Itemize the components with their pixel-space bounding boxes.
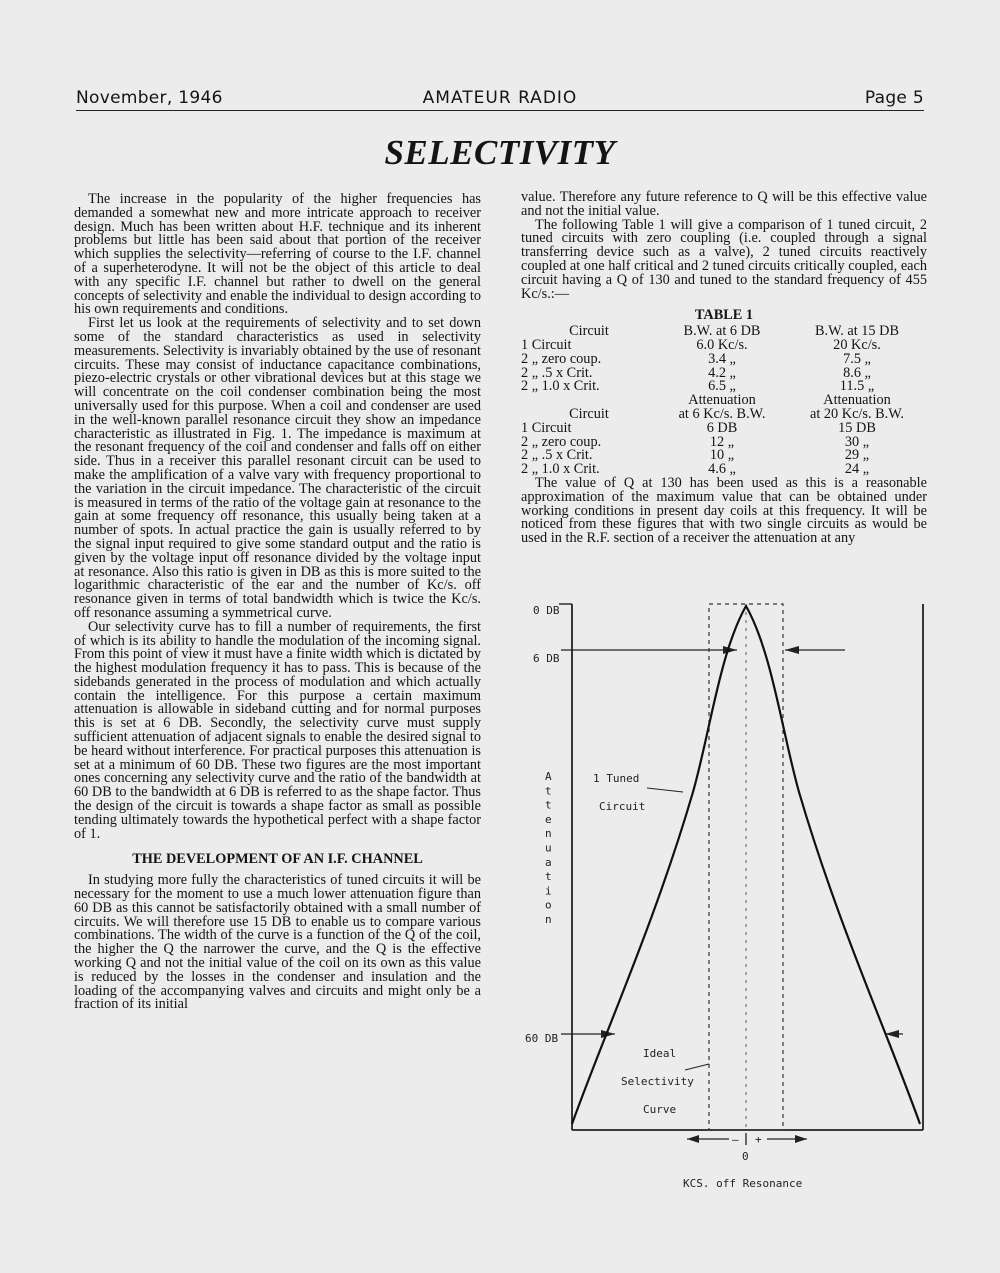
- arrow-head: [723, 646, 737, 654]
- y-axis-letter: t: [545, 870, 552, 884]
- paragraph: The value of Q at 130 has been used as this is a reasonable approximation of the maximum value that can be obtained under working conditions in present day coils at this frequency. It will be noticed from these figures that with two single circuits as would be used in the R.F. section of a receiver the attenuation at any: [521, 474, 927, 547]
- table-header-cell: Attenuation: [823, 392, 891, 409]
- comparison-table: [521, 325, 927, 477]
- table-header-cell: at 6 Kc/s. B.W.: [678, 405, 766, 422]
- y-axis-letter: n: [545, 827, 552, 841]
- table-cell: 10 „: [709, 447, 735, 464]
- table-cell: 12 „: [709, 433, 735, 450]
- table-cell: 2 „ zero coup.: [521, 433, 602, 450]
- selectivity-figure: [515, 592, 935, 1192]
- table-header-cell: B.W. at 6 DB: [683, 323, 761, 340]
- table-cell: 8.6 „: [843, 364, 871, 381]
- table-header-cell: B.W. at 15 DB: [814, 323, 900, 340]
- paragraph: value. Therefore any future reference to Q will be this effective value and not the initial value.: [521, 189, 927, 219]
- y-axis-letter: t: [545, 798, 552, 812]
- table-cell: 1 Circuit: [521, 419, 572, 436]
- label-60db: 60 DB: [525, 1032, 559, 1045]
- table-cell: 29 „: [844, 447, 870, 464]
- table-header-cell: at 20 Kc/s. B.W.: [810, 405, 904, 422]
- left-column: [74, 193, 481, 1012]
- table-cell: 2 „ 1.0 x Crit.: [521, 461, 600, 478]
- table-cell: 15 DB: [838, 419, 876, 436]
- table-cell: 6 DB: [706, 419, 738, 436]
- table-cell: 1 Circuit: [521, 336, 572, 353]
- ideal-selectivity-box: [709, 604, 783, 1130]
- y-axis-letter: o: [545, 898, 552, 912]
- curve-label-leader: [647, 788, 683, 792]
- y-axis-label: [545, 770, 552, 926]
- table-cell: 24 „: [844, 461, 870, 478]
- table-cell: 2 „ .5 x Crit.: [521, 447, 593, 464]
- table-cell: 2 „ .5 x Crit.: [521, 364, 593, 381]
- issue-date: November, 1946: [76, 88, 223, 108]
- y-axis-letter: e: [545, 812, 552, 826]
- ideal-label-line-3: Curve: [643, 1103, 677, 1116]
- magazine-name: AMATEUR RADIO: [422, 88, 578, 108]
- curve-label-line-1: 1 Tuned: [593, 772, 640, 785]
- y-axis-letter: n: [545, 913, 552, 926]
- curve-label-line-2: Circuit: [599, 800, 646, 813]
- arrow-head: [795, 1135, 807, 1143]
- table-header-cell: Circuit: [569, 323, 609, 340]
- zero-label: 0: [742, 1150, 749, 1163]
- ideal-label-leader: [685, 1064, 709, 1070]
- article-title: SELECTIVITY: [384, 133, 616, 172]
- x-axis-label: KCS. off Resonance: [683, 1177, 803, 1190]
- table-cell: 2 „ 1.0 x Crit.: [521, 378, 600, 395]
- paragraph: In studying more fully the characteristics of tuned circuits it will be necessary for the moment to use a much lower attenuation figure than 60 DB as this cannot be satisfactorily obtained with a small number of circuits. We will therefore use 15 DB to enable us to compare various combinations. The width of the curve is a function of the Q of the coil, the higher the Q the narrower the curve, and the Q is the effective working Q and not the initial value of the coil on its own as this value is reduced by the losses in the condenser and insulation and the loading of the accompanying valves and circuits and might only be a fraction of its initial: [74, 872, 481, 1013]
- paragraph: First let us look at the requirements of selectivity and to set down some of the standard characteristics as used in selectivity measurements. Selectivity is invariably obtained by the use of resonant circuits. These may consist of inductance capacitance combinations, piezo-electric crystals or other vibrational devices but at this stage we will concentrate on the coil condenser combination being the most universally used for this purpose. When a coil and condenser are used in the well-known parallel resonance circuit they show an impedance characteristic as illustrated in Fig. 1. The impedance is maximum at the resonant frequency of the coil and condenser and falls off on either side. Thus in a receiver this parallel resonant circuit can be used to make the amplification of a valve vary with frequency proportional to the variation in the circuit impedance. The characteristic of the circuit is measured in terms of the ratio of the voltage gain at resonance to the gain at some frequency off resonance, this usually being taken at a number of spots. In actual practice the gain is usually referred to by the signal input required to give some standard output and the ratio is given by the voltage input off resonance divided by the voltage input at resonance. Also this ratio is given in DB as this is more suited to the logarithmic characteristic of the ear and the number of Kc/s. off resonance given in terms of total bandwidth which is twice the Kc/s. off resonance assuming a symmetrical curve.: [74, 315, 481, 621]
- table-cell: 11.5 „: [839, 378, 875, 395]
- minus-sign: —: [732, 1133, 739, 1146]
- y-axis-letter: t: [545, 784, 552, 798]
- y-axis-letter: A: [545, 770, 552, 783]
- ideal-label-line-2: Selectivity: [621, 1075, 694, 1088]
- table-cell: 6.0 Kc/s.: [696, 336, 748, 353]
- section-heading: THE DEVELOPMENT OF AN I.F. CHANNEL: [132, 851, 423, 868]
- paragraph: The following Table 1 will give a comparison of 1 tuned circuit, 2 tuned circuits with zero coupling (i.e. coupled through a signal transferring device such as a valve), 2 tuned circuits reactively coupled at one half critical and 2 tuned circuits critically coupled, each circuit having a Q of 130 and tuned to the standard frequency of 455 Kc/s.:—: [521, 216, 927, 302]
- y-axis-letter: u: [545, 841, 552, 855]
- arrow-head: [687, 1135, 699, 1143]
- page-number: Page 5: [864, 88, 924, 108]
- table-cell: 20 Kc/s.: [833, 336, 881, 353]
- table-cell: 4.6 „: [708, 461, 736, 478]
- table-cell: 3.4 „: [708, 350, 736, 367]
- y-axis-letter: a: [545, 855, 552, 869]
- table-cell: 2 „ zero coup.: [521, 350, 602, 367]
- table-cell: 7.5 „: [843, 350, 871, 367]
- table-header-cell: Attenuation: [688, 392, 756, 409]
- right-column: [521, 191, 927, 546]
- table-caption: TABLE 1: [694, 307, 754, 324]
- ideal-label-line-1: Ideal: [643, 1047, 677, 1060]
- table-cell: 4.2 „: [708, 364, 736, 381]
- plus-sign: +: [755, 1133, 762, 1146]
- table-header-cell: Circuit: [569, 405, 609, 422]
- table-cell: 6.5 „: [708, 378, 736, 395]
- page-header: [76, 88, 924, 111]
- table-cell: 30 „: [844, 433, 870, 450]
- y-axis-letter: i: [545, 884, 552, 898]
- label-0db: 0 DB: [533, 604, 560, 617]
- paragraph: Our selectivity curve has to fill a number of requirements, the first of which is its ability to handle the modulation of the incoming signal. From this point of view it must have a finite width which is dictated by the highest modulation frequency it has to pass. This is because of the sidebands generated in the process of modulation and which actually contain the intelligence. For this purpose a certain maximum attenuation is allowable in sideband cutting and for normal purposes this is set at 6 DB. Secondly, the selectivity curve must supply sufficient attenuation of adjacent signals to enable the desired signal to be heard without interference. For practical purposes this attenuation is set at a minimum of 60 DB. These two figures are the most important ones concerning any selectivity curve and the ratio of the bandwidth at 60 DB to the bandwidth at 6 DB is referred to as the shape factor. Thus the design of the circuit is towards a shape factor as small as possible tending ultimately towards the hypothetical perfect with a shape factor of 1.: [74, 618, 481, 842]
- label-6db: 6 DB: [533, 652, 560, 665]
- paragraph: The increase in the popularity of the higher frequencies has demanded a somewhat new and more intricate approach to receiver design. Much has been written about H.F. technique and its inherent problems but little has been said about that portion of the receiver which supplies the selectivity—referring of course to the I.F. channel of a superheterodyne. It will not be the object of this article to deal with any specific I.F. channel but rather to dwell on the general concepts of selectivity and enable the individual to design according to his own requirements and conditions.: [74, 191, 481, 318]
